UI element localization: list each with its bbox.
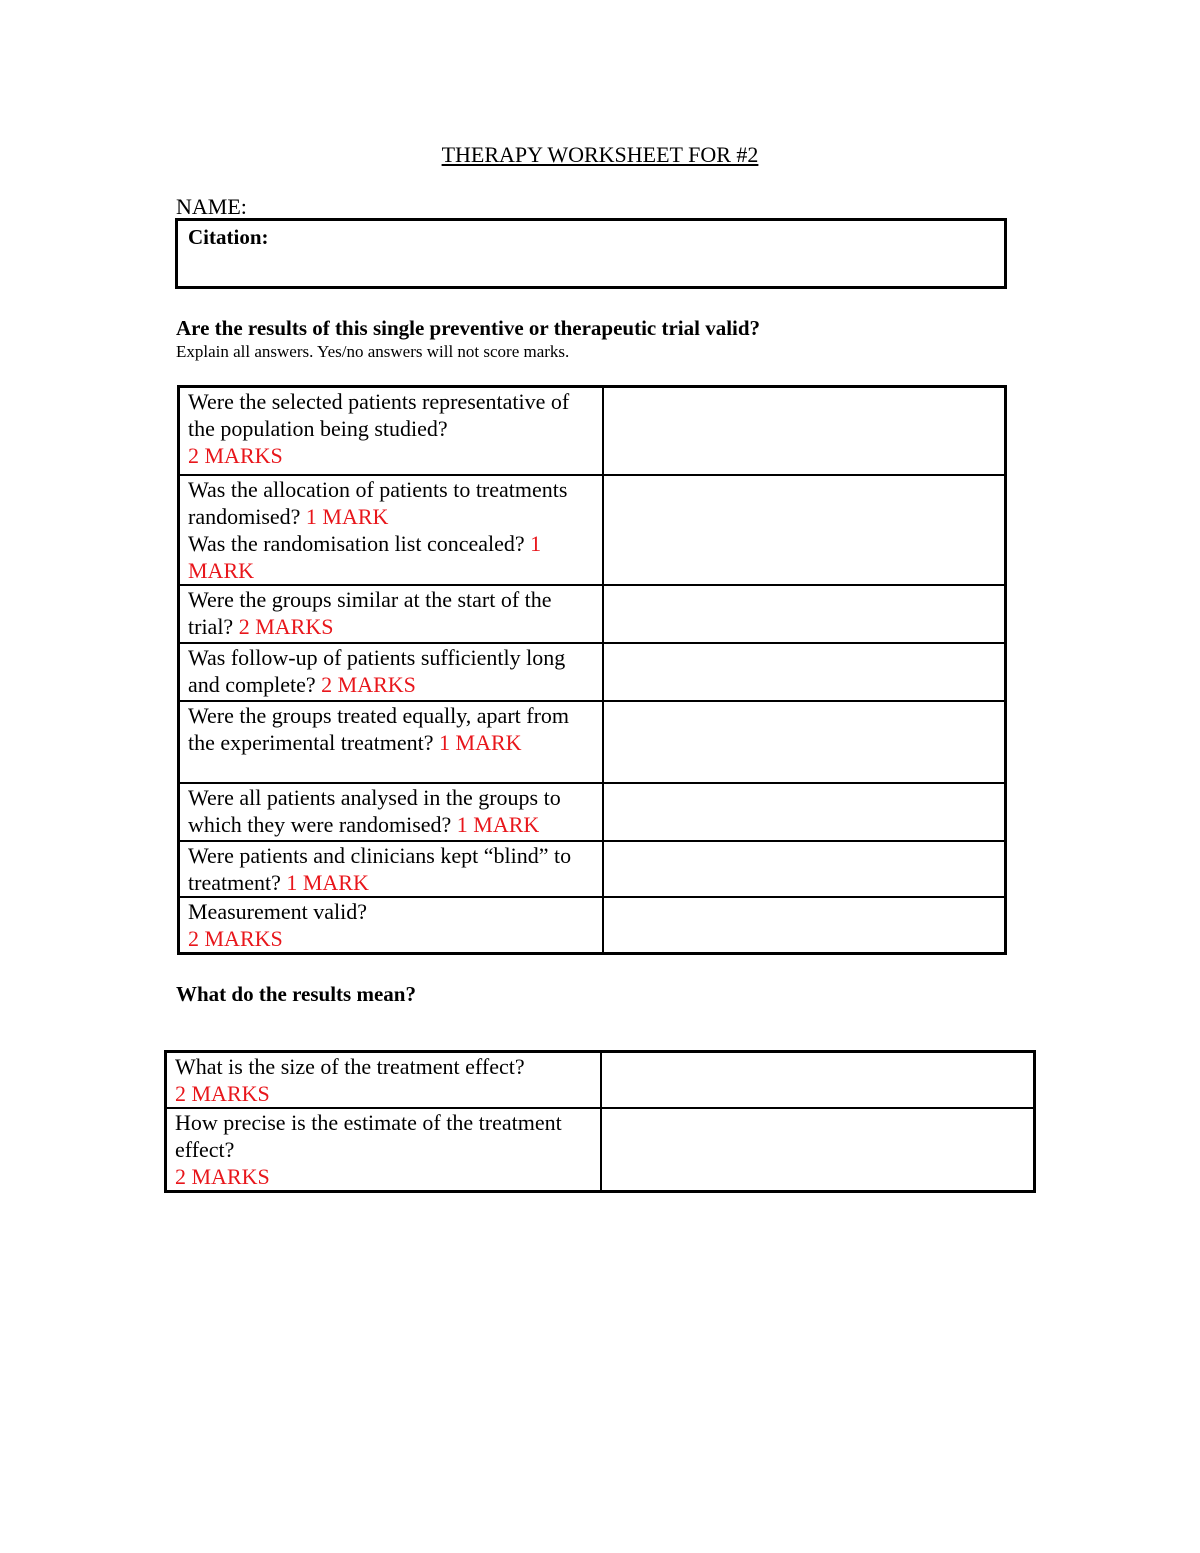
question-cell (179, 897, 603, 954)
answer-cell[interactable] (603, 701, 1006, 783)
table-row (179, 387, 1006, 475)
page-title: THERAPY WORKSHEET FOR #2 (441, 142, 759, 167)
question-cell (166, 1052, 601, 1109)
mark-value: 1 MARK (439, 729, 522, 755)
mark-value: 2 MARKS (321, 671, 416, 697)
answer-cell[interactable] (603, 475, 1006, 585)
mark-value: 2 MARKS (238, 613, 334, 639)
answer-cell[interactable] (603, 387, 1006, 475)
table-row (179, 841, 1006, 897)
question-text: What is the size of the treatment effect? (175, 1054, 525, 1079)
citation-label: Citation: (188, 225, 269, 249)
answer-cell[interactable] (603, 643, 1006, 701)
answer-cell[interactable] (603, 841, 1006, 897)
mark-value: 2 MARKS (175, 1081, 270, 1106)
mark-value: 2 MARKS (188, 925, 283, 951)
mark-value: 2 MARKS (188, 443, 283, 468)
table-row (166, 1052, 1035, 1109)
question-cell (179, 643, 603, 701)
mark-value: 2 MARKS (175, 1164, 270, 1189)
question-cell (179, 701, 603, 783)
question-text: Were patients and clinicians kept “blind” to treatment? (188, 842, 572, 895)
question-text: Were the groups similar at the start of the trial? (188, 586, 552, 639)
question-cell (179, 585, 603, 643)
table-row (166, 1108, 1035, 1192)
question-text: Were the groups treated equally, apart from the experimental treatment? (188, 702, 570, 755)
table-row (179, 585, 1006, 643)
results-table (164, 1050, 1036, 1193)
validity-heading: Are the results of this single preventive or therapeutic trial valid? (176, 316, 761, 340)
citation-box[interactable] (175, 218, 1007, 289)
results-heading: What do the results mean? (176, 982, 416, 1006)
mark-value: 1 MARK (286, 869, 369, 895)
question-text: Were all patients analysed in the groups to which they were randomised? (188, 784, 561, 837)
name-label: NAME: (176, 194, 247, 219)
answer-cell[interactable] (603, 783, 1006, 841)
validity-subheading: Explain all answers. Yes/no answers will not score marks. (176, 342, 570, 361)
question-cell (179, 783, 603, 841)
question-text: Were the selected patients representative of the population being studied? (188, 389, 570, 441)
answer-cell[interactable] (603, 897, 1006, 954)
question-cell (166, 1108, 601, 1192)
question-cell (179, 841, 603, 897)
question-text: Was the allocation of patients to treatments randomised? (188, 476, 568, 529)
question-text: Was the randomisation list concealed? (188, 530, 525, 556)
question-text: Was follow-up of patients sufficiently long and complete? (188, 644, 566, 697)
table-row (179, 897, 1006, 954)
table-row (179, 701, 1006, 783)
table-row (179, 783, 1006, 841)
question-cell (179, 387, 603, 475)
table-row (179, 475, 1006, 585)
mark-value: 1 MARK (456, 811, 540, 837)
question-text: Measurement valid? (188, 898, 367, 924)
question-cell (179, 475, 603, 585)
answer-cell[interactable] (603, 585, 1006, 643)
validity-table (177, 385, 1007, 955)
mark-value: 1 MARK (305, 503, 389, 529)
answer-cell[interactable] (601, 1052, 1035, 1109)
mark-value: 1 MARK (188, 530, 542, 583)
question-text: How precise is the estimate of the treatment effect? (175, 1110, 562, 1162)
answer-cell[interactable] (601, 1108, 1035, 1192)
table-row (179, 643, 1006, 701)
